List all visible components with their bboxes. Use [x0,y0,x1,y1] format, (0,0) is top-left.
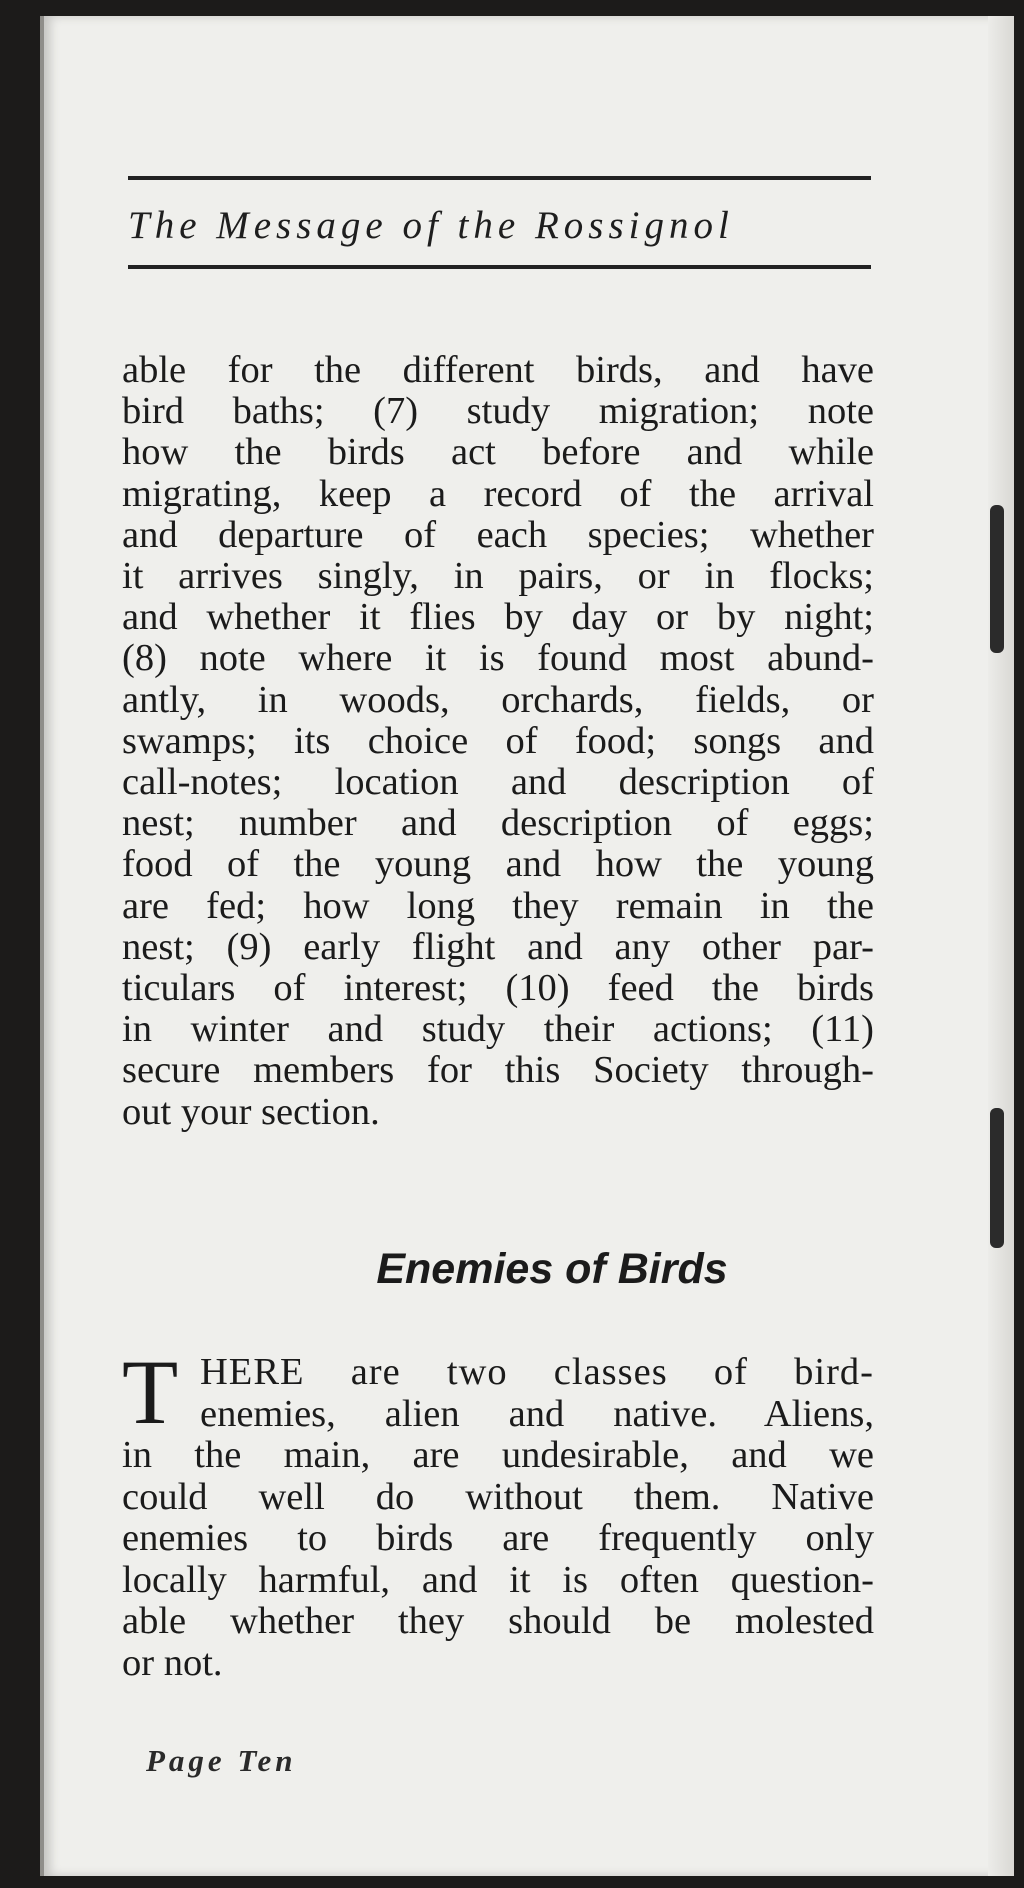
text-line: and whether it flies by day or by night; [122,596,874,639]
text-line: in winter and study their actions; (11) [122,1008,874,1051]
text-line: or not. [122,1641,223,1684]
text-line: out your section. [122,1090,380,1133]
text-line: migrating, keep a record of the arrival [122,472,874,515]
text-line: bird baths; (7) study migration; note [122,390,874,433]
header-rule-bottom [128,265,871,269]
body-paragraph [122,350,874,1133]
page-number-footer: Page Ten [146,1743,297,1778]
text-line: secure members for this Society through- [122,1049,874,1092]
text-line: nest; (9) early flight and any other par- [122,925,874,968]
text-line: could well do without them. Native [122,1475,874,1518]
text-line: swamps; its choice of food; songs and [122,719,874,762]
drop-cap: T [122,1341,179,1443]
page-edge [988,16,1014,1876]
text-line: ticulars of interest; (10) feed the birds [122,967,874,1010]
index-tab-mark [990,505,1004,653]
running-title: The Message of the Rossignol [128,204,734,247]
text-line: and departure of each species; whether [122,513,874,556]
text-line: antly, in woods, orchards, fields, or [122,678,874,721]
text-line: able whether they should be molested [122,1600,874,1642]
text-line: locally harmful, and it is often question- [122,1558,874,1601]
section-paragraph [122,1341,874,1684]
index-tab-mark [990,1108,1004,1248]
text-line: call-notes; location and description of [122,761,874,804]
text-line: enemies, alien and native. Aliens, [200,1392,874,1435]
text-line: (8) note where it is found most abund- [122,637,874,680]
text-line: are fed; how long they remain in the [122,884,874,927]
text-line: food of the young and how the young [122,843,874,886]
running-header [128,176,871,269]
text-line: it arrives singly, in pairs, or in flocks; [122,555,874,598]
text-line: HERE are two classes of bird- [200,1351,874,1393]
text-line: how the birds act before and while [122,431,874,474]
text-line: enemies to birds are frequently only [122,1517,874,1559]
text-line: able for the different birds, and have [122,349,874,391]
text-line: in the main, are undesirable, and we [122,1434,874,1476]
header-rule-top [128,176,871,180]
text-line: nest; number and description of eggs; [122,802,874,845]
section-heading: Enemies of Birds [376,1245,728,1293]
